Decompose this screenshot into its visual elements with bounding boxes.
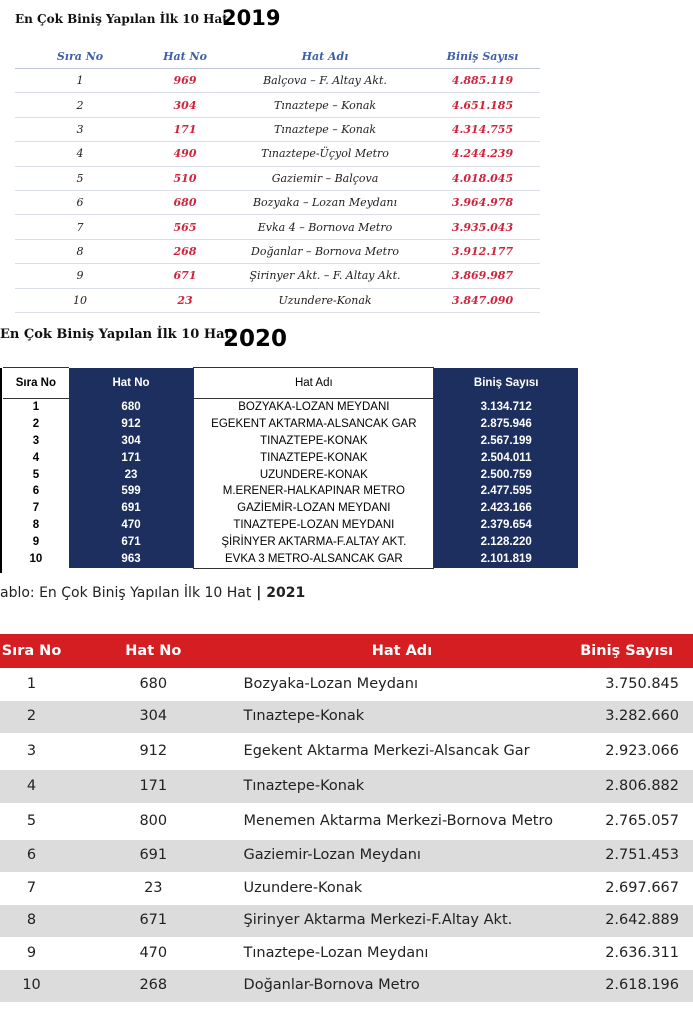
- cell-hat-no: 680: [145, 190, 225, 214]
- cell-sira-no: 2: [3, 416, 69, 433]
- cell-hat-no: 268: [63, 970, 243, 1003]
- cell-sira-no: 8: [0, 905, 63, 938]
- cell-binis-sayisi: 2.500.759: [434, 467, 578, 484]
- cell-sira-no: 3: [15, 117, 145, 141]
- col-header-binis-sayisi: Biniş Sayısı: [560, 634, 693, 668]
- cell-hat-adi: Doğanlar-Bornova Metro: [244, 970, 561, 1003]
- cell-sira-no: 8: [3, 517, 69, 534]
- cell-hat-no: 691: [63, 840, 243, 873]
- col-header-hat-no: Hat No: [69, 368, 194, 399]
- table-2020-header-row: [3, 368, 578, 399]
- cell-hat-no: 671: [145, 264, 225, 288]
- cell-hat-adi: Evka 4 – Bornova Metro: [225, 215, 425, 239]
- table-row: [15, 142, 540, 166]
- cell-sira-no: 3: [26, 743, 37, 759]
- cell-sira-no: 1: [3, 399, 69, 416]
- table-row: [15, 239, 540, 263]
- cell-binis-sayisi: 4.244.239: [425, 142, 540, 166]
- table-2019-year: 2019: [222, 6, 281, 30]
- table-2019-body: [15, 69, 540, 313]
- cell-hat-no: 963: [69, 551, 194, 568]
- cell-sira-no: 9: [15, 264, 145, 288]
- caption-separator: |: [251, 585, 267, 601]
- table-2019: [15, 45, 540, 313]
- cell-sira-no: 7: [15, 215, 145, 239]
- cell-binis-sayisi: 3.869.987: [425, 264, 540, 288]
- table-2020-left-border: [0, 368, 2, 573]
- cell-binis-sayisi: 4.018.045: [425, 166, 540, 190]
- table-2021-caption: [0, 585, 305, 601]
- col-header-hat-adi: Hat Adı: [194, 368, 434, 399]
- cell-hat-no: 671: [63, 905, 243, 938]
- table-row: [3, 551, 578, 568]
- table-row: [3, 433, 578, 450]
- cell-binis-sayisi: 2.636.311: [605, 944, 679, 961]
- cell-binis-sayisi: 3.750.845: [605, 675, 679, 692]
- col-header-sira-no: Sıra No: [3, 368, 69, 399]
- cell-sira-no: 4: [3, 450, 69, 467]
- table-row: [0, 803, 693, 840]
- table-row: [3, 534, 578, 551]
- cell-sira-no: 10: [3, 551, 69, 568]
- cell-binis-sayisi: 2.642.889: [560, 905, 693, 938]
- table-row: [0, 840, 693, 873]
- cell-hat-adi: Uzundere-Konak: [225, 288, 425, 312]
- cell-hat-adi: Bozyaka-Lozan Meydanı: [243, 675, 418, 692]
- cell-hat-adi: Tınaztepe-Lozan Meydanı: [243, 944, 429, 961]
- cell-hat-adi: ŞİRİNYER AKTARMA-F.ALTAY AKT.: [194, 534, 434, 551]
- table-row: [0, 668, 693, 701]
- table-row: [0, 872, 693, 905]
- table-2021-body: [0, 668, 693, 1002]
- cell-binis-sayisi: 4.651.185: [425, 93, 540, 117]
- cell-binis-sayisi: 3.964.978: [425, 190, 540, 214]
- cell-hat-no: 171: [63, 770, 243, 803]
- cell-binis-sayisi: 2.379.654: [434, 517, 578, 534]
- caption-text: ablo: En Çok Biniş Yapılan İlk 10 Hat: [0, 585, 252, 601]
- cell-binis-sayisi: 2.477.595: [434, 483, 578, 500]
- cell-sira-no: 5: [3, 467, 69, 484]
- cell-hat-no: 304: [63, 701, 243, 734]
- table-row: [15, 166, 540, 190]
- cell-binis-sayisi: 2.806.882: [560, 770, 693, 803]
- cell-sira-no: 8: [15, 239, 145, 263]
- cell-sira-no: 6: [3, 483, 69, 500]
- col-header-hat-no: Hat No: [63, 634, 243, 668]
- table-row: [0, 970, 693, 1003]
- cell-sira-no: 5: [15, 166, 145, 190]
- cell-binis-sayisi: 4.314.755: [425, 117, 540, 141]
- cell-binis-sayisi: 2.618.196: [560, 970, 693, 1003]
- cell-binis-sayisi: 2.504.011: [434, 450, 578, 467]
- table-2020-year: 2020: [223, 326, 288, 352]
- table-row: [15, 93, 540, 117]
- cell-sira-no: 7: [26, 879, 37, 896]
- cell-hat-no: 268: [145, 239, 225, 263]
- cell-hat-adi: Egekent Aktarma Merkezi-Alsancak Gar: [243, 743, 530, 759]
- cell-sira-no: 2: [15, 93, 145, 117]
- cell-sira-no: 1: [26, 675, 37, 692]
- table-2019-header-row: [15, 45, 540, 69]
- cell-sira-no: 7: [3, 500, 69, 517]
- col-header-binis-sayisi: Biniş Sayısı: [434, 368, 578, 399]
- table-row: [0, 770, 693, 803]
- col-header-hat-adi: Hat Adı: [244, 634, 561, 668]
- cell-hat-no: 304: [145, 93, 225, 117]
- cell-hat-no: 912: [69, 416, 194, 433]
- cell-hat-no: 671: [69, 534, 194, 551]
- cell-binis-sayisi: 2.751.453: [560, 840, 693, 873]
- col-header-sira-no: Sıra No: [0, 634, 63, 668]
- cell-binis-sayisi: 2.567.199: [434, 433, 578, 450]
- cell-hat-adi: Menemen Aktarma Merkezi-Bornova Metro: [243, 812, 553, 829]
- cell-binis-sayisi: 3.847.090: [425, 288, 540, 312]
- cell-hat-no: 490: [145, 142, 225, 166]
- cell-hat-no: 171: [69, 450, 194, 467]
- cell-hat-adi: Bozyaka – Lozan Meydanı: [225, 190, 425, 214]
- cell-hat-no: 23: [145, 288, 225, 312]
- cell-hat-adi: Tınaztepe-Konak: [244, 701, 561, 734]
- cell-binis-sayisi: 2.128.220: [434, 534, 578, 551]
- table-row: [0, 733, 693, 770]
- table-row: [0, 701, 693, 734]
- cell-hat-no: 470: [69, 517, 194, 534]
- table-2020: [3, 367, 578, 569]
- cell-hat-adi: Tınaztepe-Konak: [244, 770, 561, 803]
- cell-hat-no: 470: [139, 944, 168, 961]
- cell-hat-adi: Doğanlar – Bornova Metro: [225, 239, 425, 263]
- cell-sira-no: 4: [0, 770, 63, 803]
- table-row: [3, 399, 578, 416]
- cell-hat-no: 599: [69, 483, 194, 500]
- cell-hat-adi: Gaziemir-Lozan Meydanı: [244, 840, 561, 873]
- cell-hat-adi: EVKA 3 METRO-ALSANCAK GAR: [194, 551, 434, 568]
- table-row: [3, 500, 578, 517]
- caption-year: 2021: [266, 585, 306, 601]
- table-row: [15, 190, 540, 214]
- table-2020-body: [3, 399, 578, 569]
- table-2019-title: En Çok Biniş Yapılan İlk 10 Hat: [15, 12, 228, 26]
- cell-sira-no: 2: [0, 701, 63, 734]
- table-2020-title: En Çok Biniş Yapılan İlk 10 Hat: [0, 327, 231, 342]
- cell-hat-adi: Şirinyer Akt. – F. Altay Akt.: [225, 264, 425, 288]
- cell-hat-adi: Gaziemir – Balçova: [225, 166, 425, 190]
- cell-hat-adi: Balçova – F. Altay Akt.: [225, 69, 425, 93]
- cell-hat-no: 304: [69, 433, 194, 450]
- cell-hat-no: 969: [145, 69, 225, 93]
- table-row: [15, 69, 540, 93]
- cell-hat-adi: EGEKENT AKTARMA-ALSANCAK GAR: [194, 416, 434, 433]
- table-row: [3, 416, 578, 433]
- cell-binis-sayisi: 2.875.946: [434, 416, 578, 433]
- cell-hat-adi: BOZYAKA-LOZAN MEYDANI: [194, 399, 434, 416]
- cell-sira-no: 3: [3, 433, 69, 450]
- cell-hat-adi: Tınaztepe-Üçyol Metro: [225, 142, 425, 166]
- table-row: [15, 117, 540, 141]
- table-row: [0, 937, 693, 970]
- cell-binis-sayisi: 3.912.177: [425, 239, 540, 263]
- cell-binis-sayisi: 2.101.819: [434, 551, 578, 568]
- col-header-hat-adi: Hat Adı: [225, 45, 425, 69]
- cell-binis-sayisi: 3.935.043: [425, 215, 540, 239]
- table-row: [3, 517, 578, 534]
- cell-sira-no: 6: [0, 840, 63, 873]
- cell-sira-no: 9: [26, 944, 37, 961]
- cell-binis-sayisi: 4.885.119: [425, 69, 540, 93]
- col-header-sira-no: Sıra No: [15, 45, 145, 69]
- cell-hat-adi: TINAZTEPE-KONAK: [194, 450, 434, 467]
- cell-sira-no: 10: [15, 288, 145, 312]
- cell-hat-adi: TINAZTEPE-LOZAN MEYDANI: [194, 517, 434, 534]
- cell-hat-no: 510: [145, 166, 225, 190]
- table-row: [15, 288, 540, 312]
- cell-hat-adi: Şirinyer Aktarma Merkezi-F.Altay Akt.: [244, 905, 561, 938]
- cell-hat-adi: Uzundere-Konak: [243, 879, 363, 896]
- col-header-binis-sayisi: Biniş Sayısı: [425, 45, 540, 69]
- cell-binis-sayisi: 3.134.712: [434, 399, 578, 416]
- table-2021-header-row: [0, 634, 693, 668]
- table-row: [3, 467, 578, 484]
- cell-hat-adi: Tınaztepe – Konak: [225, 93, 425, 117]
- cell-hat-no: 23: [69, 467, 194, 484]
- table-row: [15, 264, 540, 288]
- cell-hat-adi: TINAZTEPE-KONAK: [194, 433, 434, 450]
- cell-hat-no: 23: [144, 879, 163, 896]
- cell-binis-sayisi: 2.697.667: [605, 879, 679, 896]
- table-row: [15, 215, 540, 239]
- cell-binis-sayisi: 3.282.660: [560, 701, 693, 734]
- table-row: [3, 450, 578, 467]
- cell-hat-adi: GAZİEMİR-LOZAN MEYDANI: [194, 500, 434, 517]
- cell-hat-adi: M.ERENER-HALKAPINAR METRO: [194, 483, 434, 500]
- cell-hat-no: 171: [145, 117, 225, 141]
- table-row: [0, 905, 693, 938]
- cell-sira-no: 10: [0, 970, 63, 1003]
- cell-sira-no: 5: [26, 812, 37, 829]
- col-header-hat-no: Hat No: [145, 45, 225, 69]
- cell-hat-adi: Tınaztepe – Konak: [225, 117, 425, 141]
- cell-hat-no: 565: [145, 215, 225, 239]
- cell-hat-no: 691: [69, 500, 194, 517]
- cell-sira-no: 4: [15, 142, 145, 166]
- cell-binis-sayisi: 2.765.057: [605, 812, 679, 829]
- cell-hat-adi: UZUNDERE-KONAK: [194, 467, 434, 484]
- cell-sira-no: 6: [15, 190, 145, 214]
- cell-sira-no: 9: [3, 534, 69, 551]
- cell-hat-no: 680: [139, 675, 168, 692]
- table-row: [3, 483, 578, 500]
- cell-sira-no: 1: [15, 69, 145, 93]
- cell-hat-no: 800: [139, 812, 168, 829]
- cell-hat-no: 680: [69, 399, 194, 416]
- cell-hat-no: 912: [139, 743, 168, 759]
- cell-binis-sayisi: 2.923.066: [605, 743, 679, 759]
- cell-binis-sayisi: 2.423.166: [434, 500, 578, 517]
- table-2021: [0, 634, 693, 1002]
